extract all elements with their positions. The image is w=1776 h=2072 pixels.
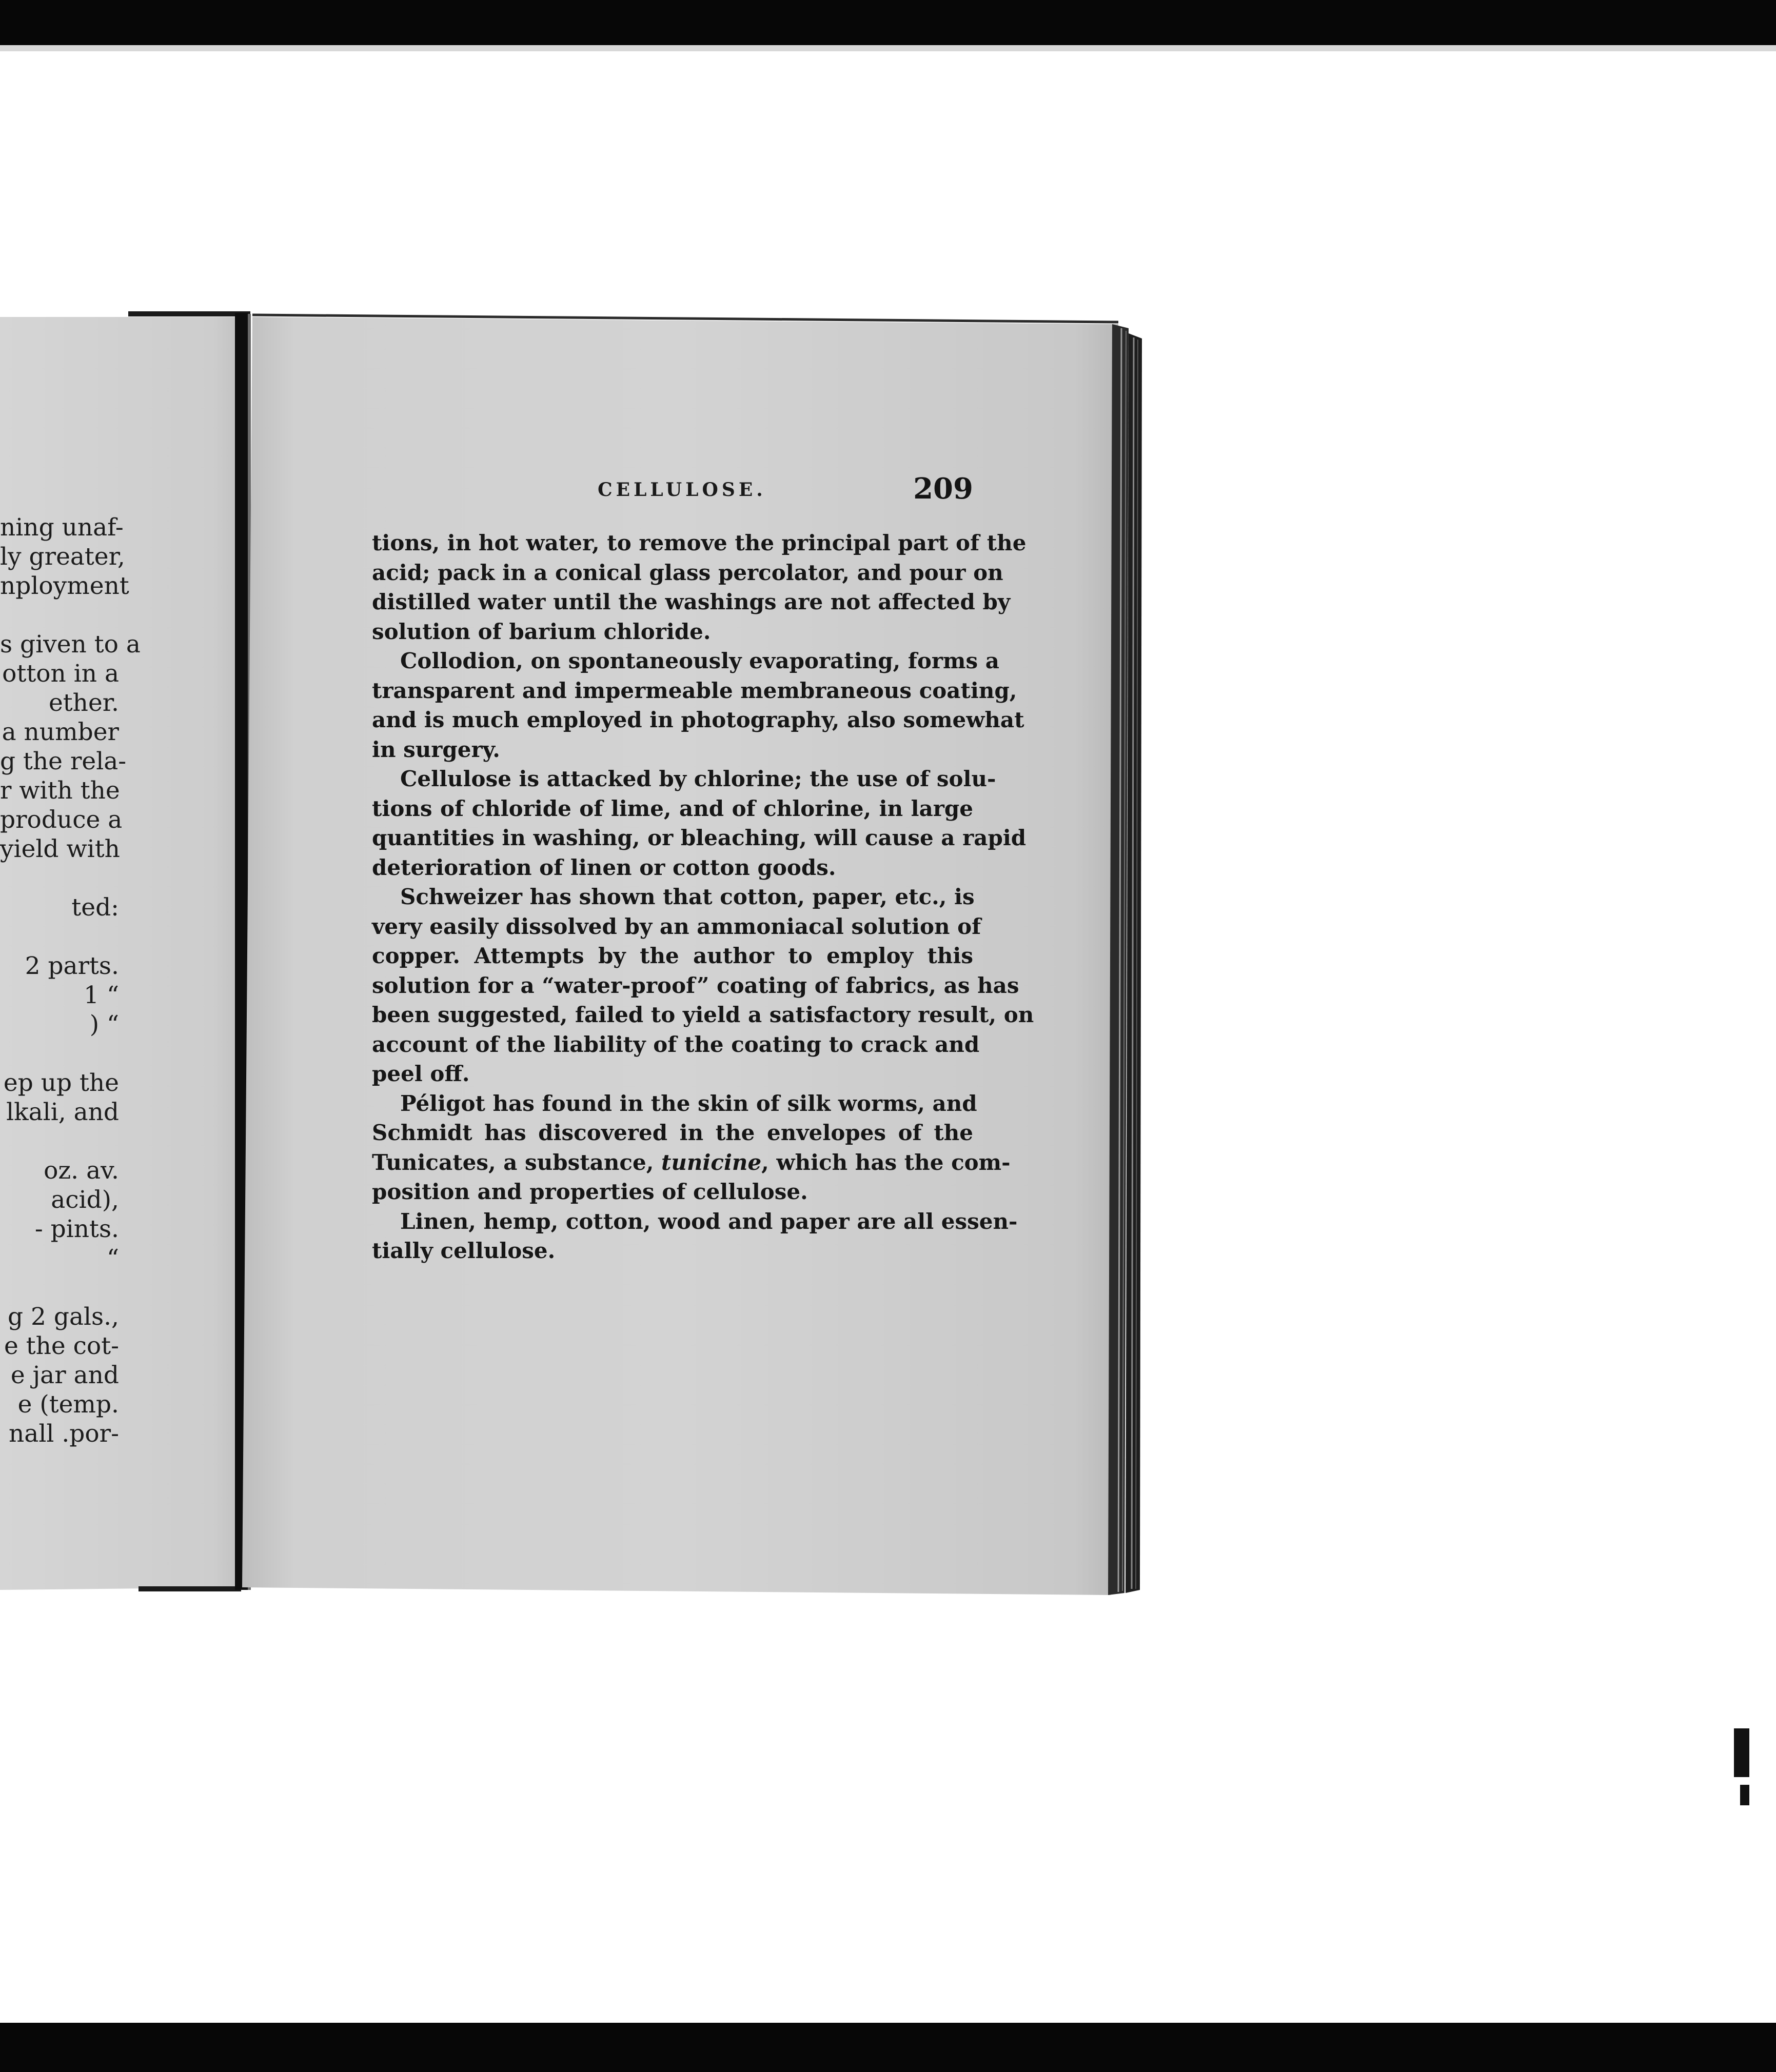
left-line bbox=[0, 1039, 119, 1068]
left-line: - pints. bbox=[34, 1215, 119, 1243]
left-line: lkali, and bbox=[6, 1098, 119, 1126]
body-text bbox=[372, 528, 1034, 1266]
left-line: ted: bbox=[71, 893, 119, 922]
left-line: ning unaf- bbox=[0, 513, 124, 542]
text-line: transparent and impermeable membraneous coating, bbox=[372, 678, 1017, 703]
left-line: e jar and bbox=[10, 1361, 119, 1389]
right-page-content bbox=[372, 472, 1034, 1282]
text-line: tially cellulose. bbox=[372, 1238, 556, 1263]
left-line bbox=[0, 1273, 119, 1302]
paragraph bbox=[372, 646, 1024, 764]
left-line: r with the bbox=[0, 776, 120, 805]
left-line: produce a bbox=[0, 806, 123, 834]
text-line: account of the liability of the coating to crack and bbox=[372, 1031, 980, 1057]
text-line bbox=[372, 1148, 1011, 1178]
text-line: tions of chloride of lime, and of chlorine, in large bbox=[372, 795, 973, 821]
left-line: e (temp. bbox=[17, 1390, 119, 1419]
text-line: copper. Attempts by the author to employ this bbox=[372, 943, 973, 968]
left-line: ep up the bbox=[3, 1069, 119, 1097]
text-line: Linen, hemp, cotton, wood and paper are all essen- bbox=[400, 1208, 1018, 1234]
left-line bbox=[0, 1127, 119, 1156]
text-line: been suggested, failed to yield a satisfactory result, on bbox=[372, 1002, 1034, 1027]
text-line: in surgery. bbox=[372, 736, 500, 762]
left-line: nall .por- bbox=[9, 1420, 119, 1448]
text-line: distilled water until the washings are not affected by bbox=[372, 589, 1011, 614]
text-line: and is much employed in photography, also somewhat bbox=[372, 707, 1024, 732]
text-line: Schmidt has discovered in the envelopes of the bbox=[372, 1120, 973, 1145]
left-line: “ bbox=[106, 1244, 119, 1272]
text-line: position and properties of cellulose. bbox=[372, 1179, 808, 1204]
left-line: g 2 gals., bbox=[7, 1303, 119, 1331]
film-edge-mark bbox=[1734, 1728, 1749, 1777]
text-line: solution for a “water-proof” coating of fabrics, as has bbox=[372, 972, 1019, 998]
left-page-text bbox=[0, 513, 141, 1448]
text-line: quantities in washing, or bleaching, will cause a rapid bbox=[372, 825, 1027, 850]
text-line: tions, in hot water, to remove the principal part of the bbox=[372, 530, 1027, 555]
paragraph bbox=[372, 528, 1027, 646]
left-line: acid), bbox=[51, 1186, 119, 1214]
paragraph bbox=[372, 882, 1034, 1089]
page-number: 209 bbox=[913, 472, 973, 506]
text-line: Collodion, on spontaneously evaporating, forms a bbox=[400, 648, 999, 673]
left-line: oz. av. bbox=[44, 1157, 119, 1185]
left-line: yield with bbox=[0, 835, 120, 863]
text-line: Péligot has found in the skin of silk worms, and bbox=[400, 1090, 977, 1116]
text-line: peel off. bbox=[372, 1061, 470, 1086]
left-line: a number bbox=[2, 718, 119, 746]
left-line: otton in a bbox=[2, 660, 119, 688]
left-line: ) “ bbox=[89, 1010, 119, 1039]
text-run: Tunicates, a substance, bbox=[372, 1149, 654, 1175]
left-line: s given to a bbox=[0, 630, 141, 659]
left-line: e the cot- bbox=[4, 1332, 119, 1360]
left-line: 2 parts. bbox=[25, 952, 119, 980]
italic-term: tunicine bbox=[661, 1149, 762, 1175]
text-line: acid; pack in a conical glass percolator, and pour on bbox=[372, 560, 1003, 585]
running-head bbox=[372, 472, 973, 506]
text-line: very easily dissolved by an ammoniacal solution of bbox=[372, 913, 981, 939]
left-line: 1 “ bbox=[84, 981, 119, 1009]
text-line: solution of barium chloride. bbox=[372, 619, 711, 644]
film-edge-mark bbox=[1740, 1785, 1749, 1805]
text-line: Schweizer has shown that cotton, paper, etc., is bbox=[400, 884, 975, 909]
left-line: g the rela- bbox=[0, 747, 127, 775]
left-line bbox=[0, 922, 119, 951]
film-border-bottom bbox=[0, 2023, 1776, 2072]
paragraph bbox=[372, 1089, 1011, 1207]
left-line: ether. bbox=[48, 689, 119, 717]
text-line: deterioration of linen or cotton goods. bbox=[372, 854, 836, 880]
text-run: , which has the com- bbox=[761, 1149, 1011, 1175]
left-line: ly greater, bbox=[0, 543, 125, 571]
paragraph bbox=[372, 1207, 1018, 1266]
text-line: Cellulose is attacked by chlorine; the use of solu- bbox=[400, 766, 996, 791]
left-line: nployment bbox=[0, 572, 129, 600]
left-line bbox=[0, 601, 119, 630]
paragraph bbox=[372, 764, 1027, 882]
left-line bbox=[0, 864, 119, 893]
running-head-title: CELLULOSE. bbox=[598, 479, 766, 501]
